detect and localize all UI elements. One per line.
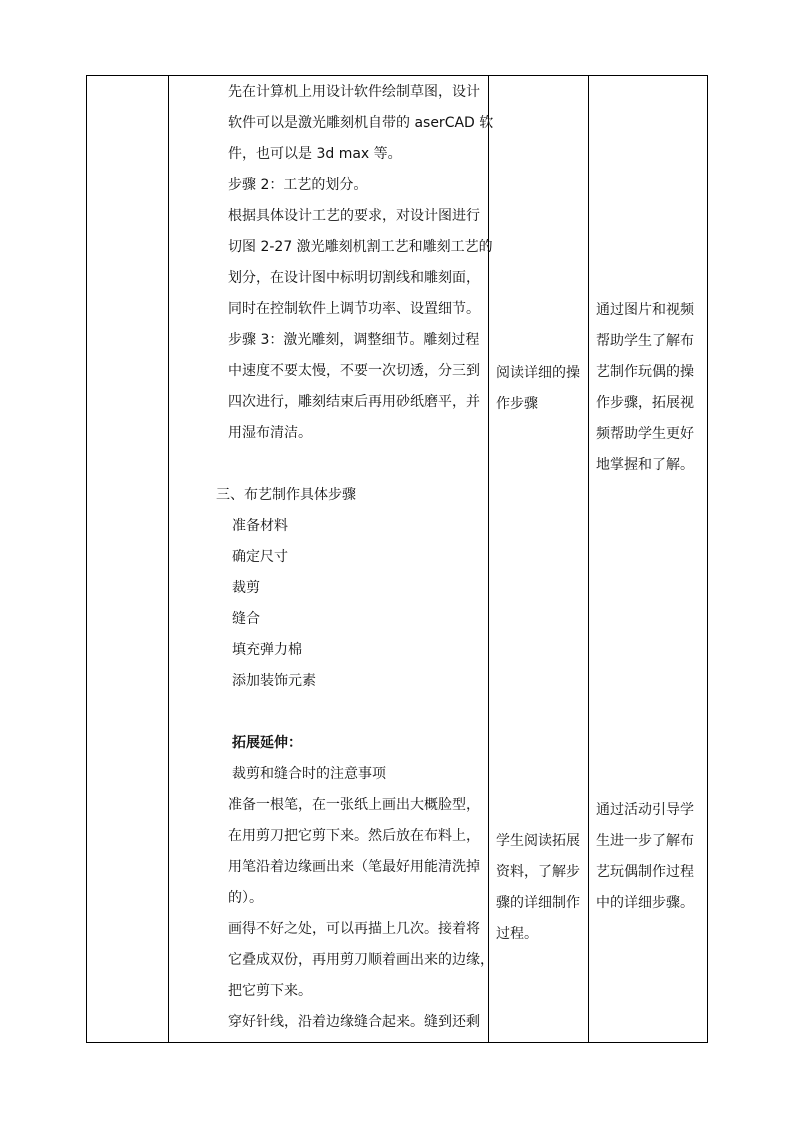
content-line: 件，也可以是 3d max 等。 <box>228 146 402 162</box>
intent-line: 频帮助学生更好 <box>596 426 694 442</box>
intent-line: 通过活动引导学 <box>596 802 694 818</box>
student-line: 骤的详细制作 <box>496 895 580 911</box>
list-item: 裁剪 <box>232 580 260 596</box>
intent-line: 地掌握和了解。 <box>596 457 694 473</box>
table-border-right <box>707 75 708 1043</box>
content-line: 先在计算机上用设计软件绘制草图，设计 <box>228 84 480 100</box>
content-line: 准备一根笔，在一张纸上画出大概脸型， <box>228 797 480 813</box>
content-line: 把它剪下来。 <box>228 983 312 999</box>
intent-line: 艺制作玩偶的操 <box>596 364 694 380</box>
student-line: 资料，了解步 <box>496 864 580 880</box>
design-intent-2 <box>596 795 694 919</box>
content-line: 用笔沿着边缘画出来（笔最好用能清洗掉 <box>228 859 480 875</box>
content-line: 它叠成双份，再用剪刀顺着画出来的边缘， <box>228 952 494 968</box>
content-line: 同时在控制软件上调节功率、设置细节。 <box>228 301 480 317</box>
design-intent-1 <box>596 295 694 481</box>
list-item: 缝合 <box>232 611 260 627</box>
list-item: 准备材料 <box>232 518 288 534</box>
intent-line: 通过图片和视频 <box>596 302 694 318</box>
content-line: 软件可以是激光雕刻机自带的 aserCAD 软 <box>228 115 494 131</box>
table-divider-1 <box>168 75 169 1043</box>
content-line: 划分，在设计图中标明切割线和雕刻面， <box>228 270 480 286</box>
intent-line: 艺玩偶制作过程 <box>596 864 694 880</box>
student-activity-1 <box>496 358 580 420</box>
intent-line: 作步骤，拓展视 <box>596 395 694 411</box>
extension-heading: 拓展延伸： <box>232 735 302 751</box>
content-line: 中速度不要太慢，不要一次切透，分三到 <box>228 363 480 379</box>
student-line: 阅读详细的操 <box>496 365 580 381</box>
content-line: 四次进行，雕刻结束后再用砂纸磨平，并 <box>228 394 480 410</box>
intent-line: 中的详细步骤。 <box>596 895 694 911</box>
content-line: 裁剪和缝合时的注意事项 <box>232 766 386 782</box>
extension-section <box>228 759 494 1038</box>
student-activity-2 <box>496 826 580 950</box>
laser-steps-section <box>228 77 494 449</box>
content-line: 步骤 2：工艺的划分。 <box>228 177 368 193</box>
content-line: 穿好针线，沿着边缘缝合起来。缝到还剩 <box>228 1014 480 1030</box>
content-line: 根据具体设计工艺的要求，对设计图进行 <box>228 208 480 224</box>
table-border-left <box>86 75 87 1043</box>
student-line: 过程。 <box>496 926 538 942</box>
fabric-steps-list <box>232 511 494 697</box>
content-line: 在用剪刀把它剪下来。然后放在布料上， <box>228 828 480 844</box>
content-column <box>216 77 494 1038</box>
student-line: 作步骤 <box>496 396 538 412</box>
list-item: 填充弹力棉 <box>232 642 302 658</box>
student-line: 学生阅读拓展 <box>496 833 580 849</box>
table-divider-3 <box>588 75 589 1043</box>
table-top-border <box>86 75 708 76</box>
content-line: 画得不好之处，可以再描上几次。接着将 <box>228 921 480 937</box>
intent-line: 生进一步了解布 <box>596 833 694 849</box>
content-line: 步骤 3：激光雕刻，调整细节。雕刻过程 <box>228 332 480 348</box>
content-line: 切图 2-27 激光雕刻机割工艺和雕刻工艺的 <box>228 239 493 255</box>
intent-line: 帮助学生了解布 <box>596 333 694 349</box>
content-line: 用湿布清洁。 <box>228 425 312 441</box>
list-item: 添加装饰元素 <box>232 673 316 689</box>
list-item: 确定尺寸 <box>232 549 288 565</box>
content-line: 的）。 <box>228 890 263 906</box>
section-heading: 三、布艺制作具体步骤 <box>216 487 356 503</box>
table-bottom-border <box>86 1042 708 1043</box>
